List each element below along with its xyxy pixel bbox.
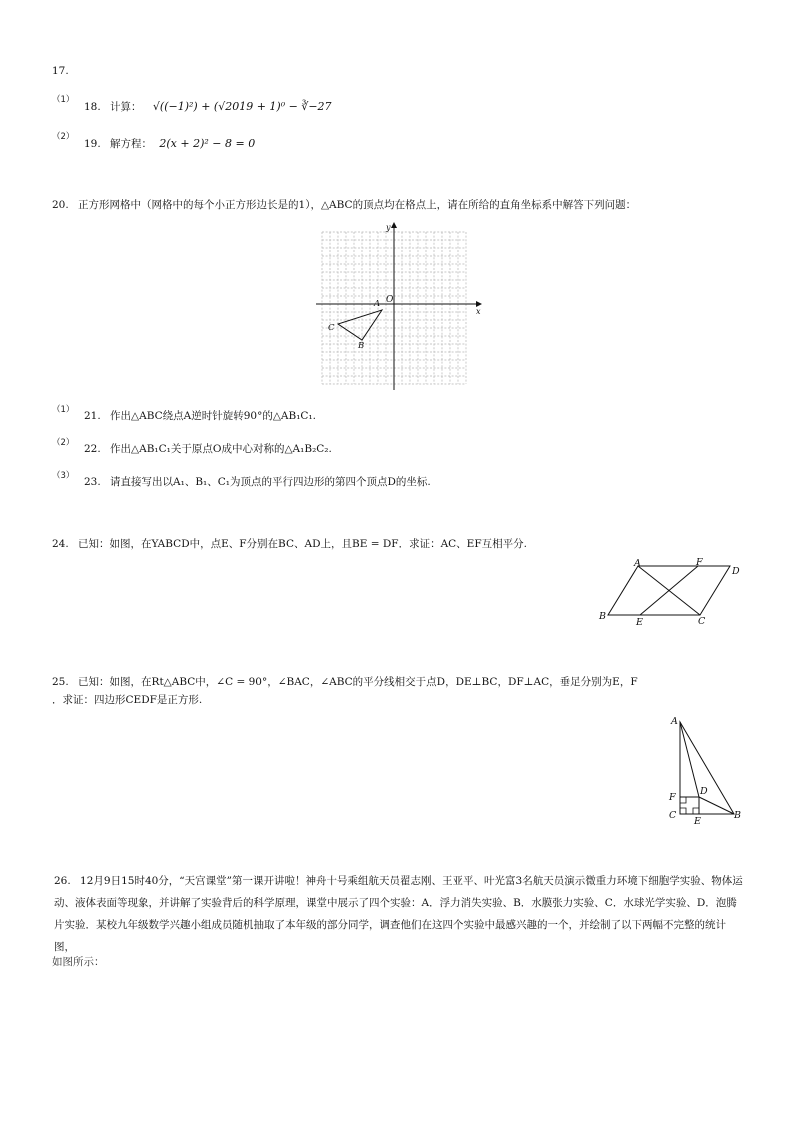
- q20-number: 20.: [52, 199, 69, 211]
- question-24: [52, 537, 527, 551]
- question-25-line1: [52, 675, 638, 689]
- label-b2: B: [734, 810, 741, 821]
- right-triangle-figure: [664, 712, 744, 828]
- q26-after: 如图所示：: [52, 956, 105, 968]
- q23-part-tag: （3）: [52, 471, 75, 481]
- question-26: [54, 870, 744, 958]
- q19-part-tag: （2）: [52, 132, 75, 142]
- q25-number: 25.: [52, 676, 69, 688]
- vertex-c-label: C: [328, 323, 335, 333]
- question-18: [84, 100, 332, 114]
- origin-label: O: [386, 295, 394, 305]
- q22-number: 22.: [84, 443, 101, 455]
- q23-number: 23.: [84, 476, 101, 488]
- label-b: B: [599, 611, 606, 622]
- triangle-abc: [338, 310, 382, 340]
- bisector-ad: [680, 722, 699, 797]
- triangle-abc-right: [680, 722, 734, 814]
- q18-expression: √((−1)²) + (√2019 + 1)⁰ − ∛−27: [152, 100, 332, 113]
- question-19: [84, 137, 255, 151]
- q24-text: 已知：如图，在YABCD中，点E、F分别在BC、AD上，且BE = DF．求证：AC、EF互相平分.: [78, 538, 527, 550]
- q25-line1: 已知：如图，在Rt△ABC中，∠C = 90°，∠BAC，∠ABC的平分线相交于点D，DE⊥BC，DF⊥AC，垂足分别为E，F: [78, 676, 638, 688]
- label-e2: E: [694, 816, 701, 827]
- question-23: [84, 475, 431, 489]
- label-d: D: [732, 566, 740, 577]
- label-e: E: [636, 617, 643, 628]
- label-a2: A: [671, 716, 678, 727]
- q23-text: 请直接写出以A₁、B₁、C₁为顶点的平行四边形的第四个顶点D的坐标.: [110, 476, 431, 488]
- q18-number: 18.: [84, 101, 101, 113]
- parallelogram-figure: [596, 558, 748, 630]
- q18-label: 计算：: [110, 101, 142, 113]
- vertex-a-label: A: [374, 299, 381, 309]
- q19-expression: 2(x + 2)² − 8 = 0: [159, 137, 256, 150]
- question-21: [84, 409, 316, 423]
- label-d2: D: [700, 786, 708, 797]
- label-a: A: [634, 558, 641, 569]
- segment-ef: [640, 566, 698, 615]
- q21-number: 21.: [84, 410, 101, 422]
- y-axis-label: y: [386, 223, 391, 232]
- q18-part-tag: （1）: [52, 95, 75, 105]
- question-17-number: 17.: [52, 65, 69, 77]
- q19-label: 解方程：: [110, 138, 153, 150]
- q26-number: 26.: [54, 875, 71, 887]
- question-22: [84, 442, 332, 456]
- label-c2: C: [669, 810, 677, 821]
- q21-part-tag: （1）: [52, 405, 75, 415]
- question-25-line2: ．求证：四边形CEDF是正方形.: [52, 694, 203, 706]
- question-20: [52, 198, 636, 212]
- coordinate-grid-figure: [314, 220, 486, 392]
- q19-number: 19.: [84, 138, 101, 150]
- q20-text: 正方形网格中（网格中的每个小正方形边长是的1），△ABC的顶点均在格点上，请在所给的直角坐标系中解答下列问题：: [78, 199, 637, 211]
- q26-text: 12月9日15时40分，“天宫课堂”第一课开讲啦！神舟十号乘组航天员翟志刚、王亚平、叶光富3名航天员演示微重力环境下细胞学实验、物体运动、液体表面等现象，并讲解了实验背后的科学原理，课堂中展示了四个实验：A．浮力消失实验、B．水膜张力实验、C．水球光学实验、D．泡腾片实验．某校九年级数学兴趣小组成员随机抽取了本年级的部分同学，调查他们在这四个实验中最感兴趣的一个，并绘制了以下两幅不完整的统计图，: [54, 875, 743, 953]
- x-axis-label: x: [476, 307, 481, 316]
- label-f2: F: [669, 792, 676, 803]
- label-c: C: [698, 616, 706, 627]
- q22-part-tag: （2）: [52, 438, 75, 448]
- label-f: F: [696, 558, 703, 568]
- q24-number: 24.: [52, 538, 69, 550]
- q22-text: 作出△AB₁C₁关于原点O成中心对称的△A₁B₂C₂.: [110, 443, 332, 455]
- q21-text: 作出△ABC绕点A逆时针旋转90°的△AB₁C₁.: [110, 410, 317, 422]
- vertex-b-label: B: [358, 341, 365, 351]
